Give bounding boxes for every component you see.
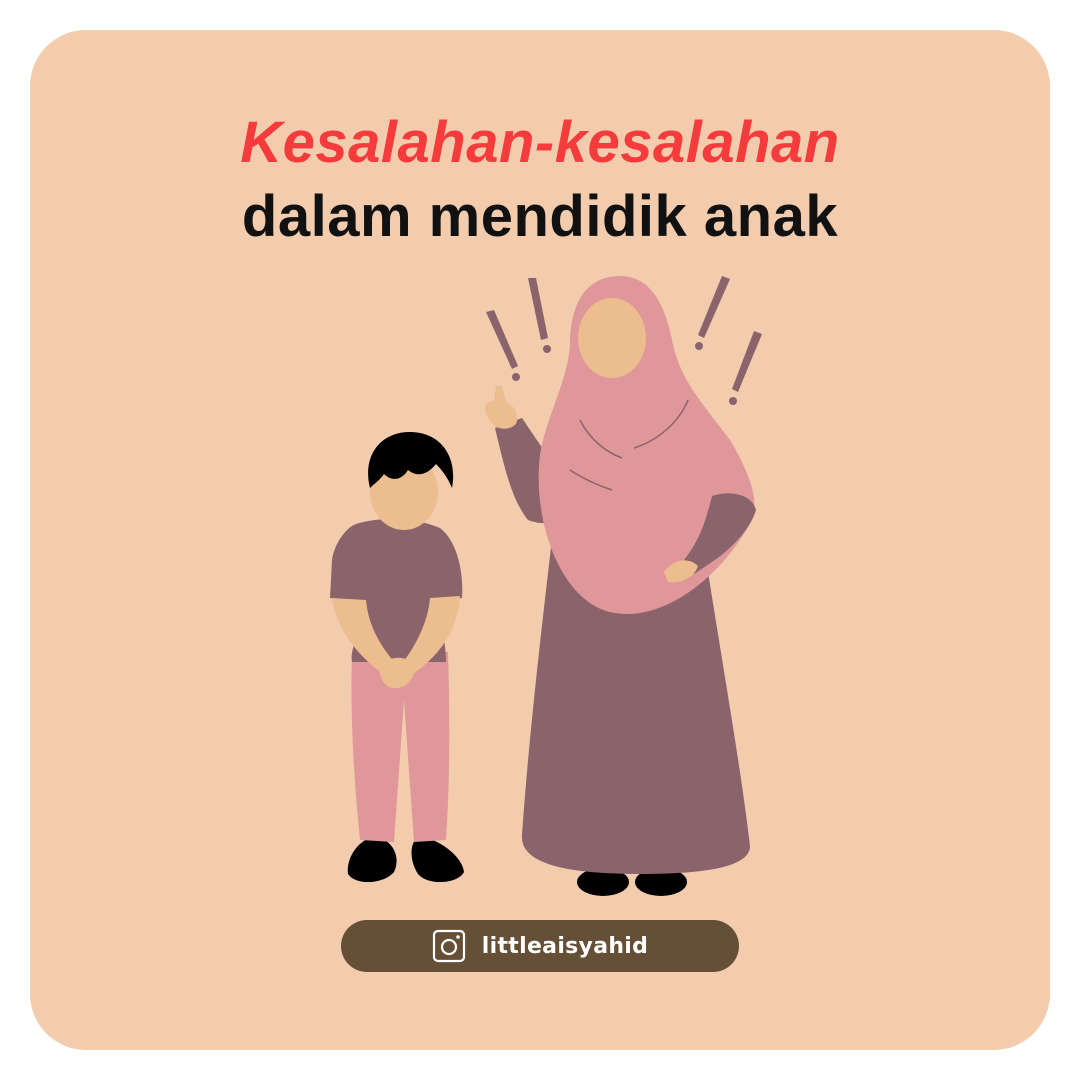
exclamation-mark [528,278,548,340]
mother-hijab [539,276,755,614]
instagram-handle: littleaisyahid [481,933,649,959]
instagram-icon [432,929,466,963]
child-shoe [412,836,465,882]
exclamation-dot [729,397,737,405]
exclamation-dot [512,373,520,381]
child-figure [330,432,464,882]
exclamation-mark [732,331,762,392]
mother-hand [485,386,517,429]
instagram-handle-badge[interactable] [341,920,739,972]
child-shoe [348,836,397,882]
mother-figure [485,276,756,896]
exclamation-mark [698,276,730,338]
exclamation-dot [543,345,551,353]
title-highlight: Kesalahan-kesalahan [240,110,840,175]
exclamation-dot [695,342,703,350]
exclamation-mark [486,310,518,369]
title-subtitle: dalam mendidik anak [241,184,839,249]
mother-face [578,298,646,378]
